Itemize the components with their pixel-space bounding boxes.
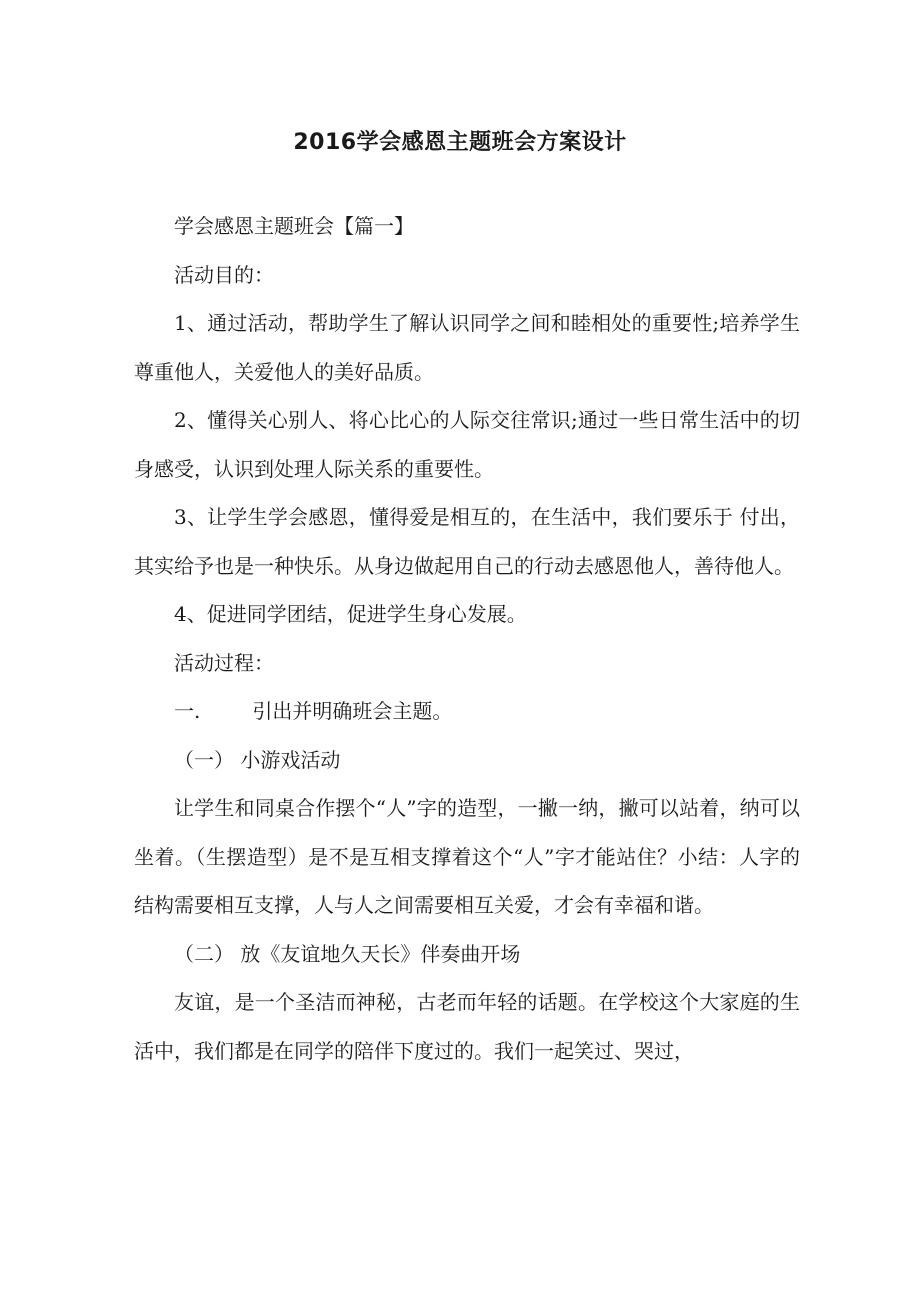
paragraph-friendship: 友谊，是一个圣洁而神秘，古老而年轻的话题。在学校这个大家庭的生活中，我们都是在同学的陪伴下度过的。我们一起笑过、哭过， [134,990,800,1063]
paragraph-activity-goals-label: 活动目的： [174,262,274,287]
paragraph-goal-1: 1、通过活动，帮助学生了解认识同学之间和睦相处的重要性;培养学生尊重他人，关爱他人的美好品质。 [134,311,800,384]
paragraph-heading-part-one: 学会感恩主题班会【篇一】 [174,214,414,238]
paragraph-subsection-2: （二） 放《友谊地久天长》伴奏曲开场 [174,941,521,966]
paragraph-section-one [134,687,800,736]
section-one-number: 一. [174,699,201,723]
paragraph-goal-4: 4、促进同学团结，促进学生身心发展。 [174,602,527,626]
paragraph-game-description: 让学生和同桌合作摆个“人”字的造型，一撇一纳，撇可以站着，纳可以坐着。（生摆造型）是不是互相支撑着这个“人”字才能站住？小结：人字的结构需要相互支撑，人与人之间需要相互关爱，才会有幸福和谐。 [134,796,800,917]
paragraph-goal-2: 2、懂得关心别人、将心比心的人际交往常识;通过一些日常生活中的切身感受，认识到处理人际关系的重要性。 [134,408,800,481]
paragraph-subsection-1: （一） 小游戏活动 [174,747,341,772]
paragraph-activity-process-label: 活动过程： [174,650,274,675]
section-one-text: 引出并明确班会主题。 [252,699,453,723]
document-title: 2016学会感恩主题班会方案设计 [293,130,627,155]
paragraph-goal-3: 3、让学生学会感恩，懂得爱是相互的，在生活中，我们要乐于 付出，其实给予也是一种快乐。从身边做起用自己的行动去感恩他人，善待他人。 [134,505,800,578]
document-body [134,202,800,1075]
